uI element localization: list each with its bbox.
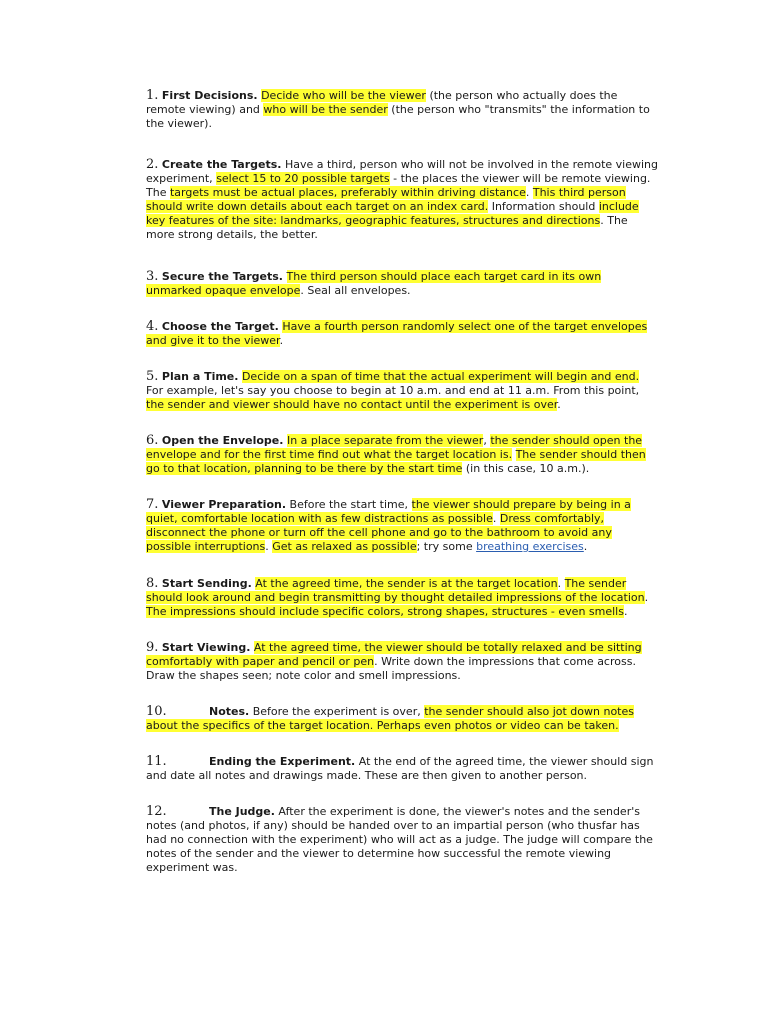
item-title: Viewer Preparation. <box>161 498 287 511</box>
item-title: First Decisions. <box>161 89 258 102</box>
list-item <box>146 270 658 298</box>
highlighted-text: Get as relaxed as possible <box>272 540 417 553</box>
item-number: 4. <box>146 319 159 334</box>
highlighted-text: The third person should place each target card in its own unmarked opaque envelope <box>146 270 602 297</box>
highlighted-text: At the agreed time, the viewer should be totally relaxed and be sitting comfortably with paper and pencil or pen <box>146 641 642 668</box>
body-text: . <box>492 512 500 525</box>
body-text: . <box>557 577 565 590</box>
highlighted-text: In a place separate from the viewer <box>286 434 484 447</box>
highlighted-text: The sender should look around and begin transmitting by thought detailed impressions of the location <box>146 577 645 604</box>
body-text: - the places the viewer will be remote viewing. The <box>146 172 651 199</box>
body-text: . <box>623 605 628 618</box>
highlighted-text: This third person should write down details about each target on an index card. <box>146 186 626 213</box>
body-text: Have a third, person who will not be involved in the remote viewing experiment, <box>146 158 659 185</box>
item-number: 12. <box>146 804 167 819</box>
highlighted-text: select 15 to 20 possible targets <box>216 172 390 185</box>
body-text: (in this case, 10 a.m.). <box>462 462 590 475</box>
item-number: 8. <box>146 576 159 591</box>
item-number: 2. <box>146 157 159 172</box>
list-item <box>146 434 658 476</box>
body-text: . <box>644 591 649 604</box>
item-title: Start Viewing. <box>161 641 251 654</box>
highlighted-text: Decide on a span of time that the actual experiment will begin and end. <box>241 370 640 383</box>
breathing-exercises-link[interactable]: breathing exercises <box>476 540 584 553</box>
body-text: Information should <box>488 200 599 213</box>
item-number: 10. <box>146 704 167 719</box>
body-text: . <box>265 540 273 553</box>
body-text: Before the start time, <box>286 498 412 511</box>
item-title: Create the Targets. <box>161 158 282 171</box>
list-item <box>146 577 658 619</box>
list-item <box>146 158 658 242</box>
item-title: Start Sending. <box>161 577 252 590</box>
item-number: 5. <box>146 369 159 384</box>
item-title: Plan a Time. <box>161 370 239 383</box>
body-text: ; try some <box>416 540 477 553</box>
body-text: . <box>557 398 561 411</box>
list-item <box>146 498 658 554</box>
body-text: For example, let's say you choose to begin at 10 a.m. and end at 11 a.m. From this point, <box>146 384 640 397</box>
item-number: 3. <box>146 269 159 284</box>
highlighted-text: who will be the sender <box>263 103 388 116</box>
body-text: . Write down the impressions that come across. Draw the shapes seen; note color and smell impressions. <box>146 655 636 682</box>
highlighted-text: the viewer should prepare by being in a quiet, comfortable location with as few distractions as possible <box>146 498 631 525</box>
body-text: . Seal all envelopes. <box>300 284 411 297</box>
highlighted-text: Decide who will be the viewer <box>261 89 426 102</box>
item-title: The Judge. <box>209 805 275 818</box>
highlighted-text: include key features of the site: landmarks, geographic features, structures and directions <box>146 200 639 227</box>
body-text: (the person who "transmits" the information to the viewer). <box>146 103 650 130</box>
item-number: 7. <box>146 497 159 512</box>
item-title: Choose the Target. <box>161 320 279 333</box>
highlighted-text: the sender should also jot down notes about the specifics of the target location. Perhaps even photos or video can be taken. <box>146 705 634 732</box>
highlighted-text: At the agreed time, the sender is at the target location <box>255 577 558 590</box>
list-item <box>146 89 658 131</box>
item-number: 11. <box>146 754 167 769</box>
list-item <box>146 705 658 733</box>
highlighted-text: the sender should open the envelope and for the first time find out what the target location is. <box>146 434 643 461</box>
body-text: , <box>483 434 491 447</box>
body-text: (the person who actually does the remote viewing) and <box>146 89 618 116</box>
body-text: At the end of the agreed time, the viewer should sign and date all notes and drawings made. These are then given to another person. <box>146 755 654 782</box>
list-item <box>146 755 658 783</box>
highlighted-text: The sender should then go to that location, planning to be there by the start time <box>146 448 646 475</box>
highlighted-text: Dress comfortably, disconnect the phone or turn off the cell phone and go to the bathroom to avoid any possible interruptions <box>146 512 612 553</box>
body-text: . The more strong details, the better. <box>146 214 628 241</box>
body-text: . <box>525 186 533 199</box>
item-title: Secure the Targets. <box>161 270 283 283</box>
list-item <box>146 370 658 412</box>
body-text: . <box>583 540 588 553</box>
list-item <box>146 805 658 875</box>
item-title: Notes. <box>209 705 250 718</box>
item-title: Open the Envelope. <box>161 434 284 447</box>
body-text <box>283 270 287 283</box>
body-text: After the experiment is done, the viewer's notes and the sender's notes (and photos, if any) should be handed over to an impartial person (who thusfar has had no connection with the experiment) who will act as a judge. The judge will compare the notes of the sender and the viewer to determine how successful the remote viewing experiment was. <box>146 805 653 874</box>
item-title: Ending the Experiment. <box>209 755 356 768</box>
highlighted-text: targets must be actual places, preferably within driving distance <box>169 186 526 199</box>
list-item <box>146 641 658 683</box>
list-item <box>146 320 658 348</box>
document-body <box>146 89 658 875</box>
item-number: 6. <box>146 433 159 448</box>
highlighted-text: The impressions should include specific colors, strong shapes, structures - even smells <box>146 605 624 618</box>
body-text: Before the experiment is over, <box>249 705 425 718</box>
item-number: 1. <box>146 88 159 103</box>
highlighted-text: the sender and viewer should have no contact until the experiment is over <box>146 398 558 411</box>
item-number: 9. <box>146 640 159 655</box>
body-text: . <box>279 334 284 347</box>
highlighted-text: Have a fourth person randomly select one of the target envelopes and give it to the viewer <box>146 320 648 347</box>
